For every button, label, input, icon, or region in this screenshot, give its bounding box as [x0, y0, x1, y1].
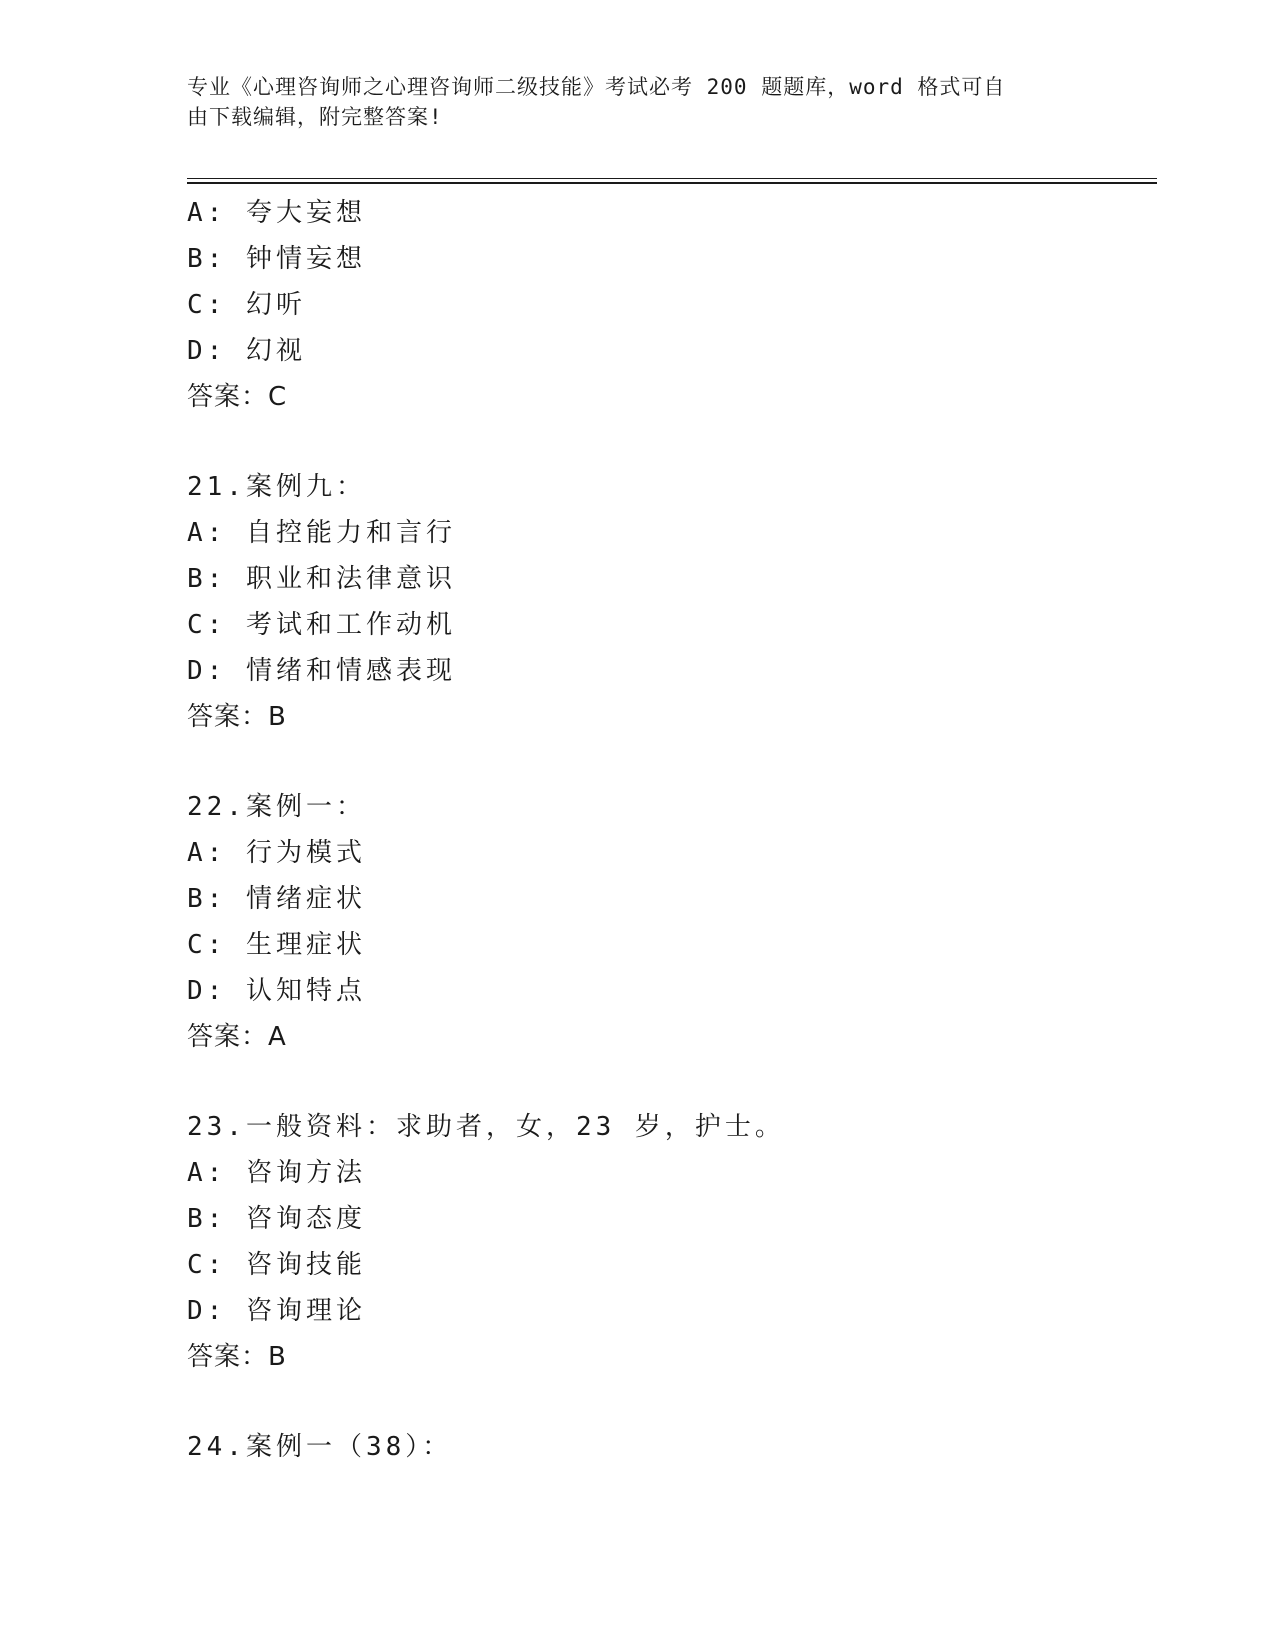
- option-d: D: 认知特点: [187, 976, 366, 1006]
- option-b: B: 职业和法律意识: [187, 564, 456, 594]
- option-a: A: 夸大妄想: [187, 198, 366, 228]
- option-a: A: 自控能力和言行: [187, 518, 456, 548]
- question-block-20: [187, 190, 1157, 420]
- question-block-23: [187, 1104, 1157, 1380]
- option-c: C: 咨询技能: [187, 1250, 366, 1280]
- question-stem: 23.一般资料：求助者，女，23 岁，护士。: [187, 1112, 785, 1142]
- option-b: B: 咨询态度: [187, 1204, 366, 1234]
- option-a: A: 行为模式: [187, 838, 366, 868]
- option-d: D: 咨询理论: [187, 1296, 366, 1326]
- question-list: [187, 190, 1157, 1470]
- question-block-21: [187, 464, 1157, 740]
- question-stem: 21.案例九：: [187, 472, 366, 502]
- header-line-2: 由下载编辑，附完整答案!: [187, 105, 443, 129]
- question-block-22: [187, 784, 1157, 1060]
- answer-line: 答案：C: [187, 382, 288, 412]
- option-d: D: 幻视: [187, 336, 306, 366]
- header-divider-thin: [187, 178, 1157, 179]
- option-d: D: 情绪和情感表现: [187, 656, 456, 686]
- answer-line: 答案：A: [187, 1022, 287, 1052]
- answer-line: 答案：B: [187, 702, 287, 732]
- question-block-24: [187, 1424, 1157, 1470]
- option-c: C: 生理症状: [187, 930, 366, 960]
- option-b: B: 情绪症状: [187, 884, 366, 914]
- option-b: B: 钟情妄想: [187, 244, 366, 274]
- option-a: A: 咨询方法: [187, 1158, 366, 1188]
- document-header: [187, 72, 1067, 132]
- answer-line: 答案：B: [187, 1342, 287, 1372]
- question-stem: 24.案例一（38）：: [187, 1432, 453, 1462]
- header-divider-thick: [187, 182, 1157, 184]
- option-c: C: 幻听: [187, 290, 306, 320]
- header-line-1: 专业《心理咨询师之心理咨询师二级技能》考试必考 200 题题库，word 格式可自: [187, 75, 1006, 99]
- option-c: C: 考试和工作动机: [187, 610, 456, 640]
- question-stem: 22.案例一：: [187, 792, 366, 822]
